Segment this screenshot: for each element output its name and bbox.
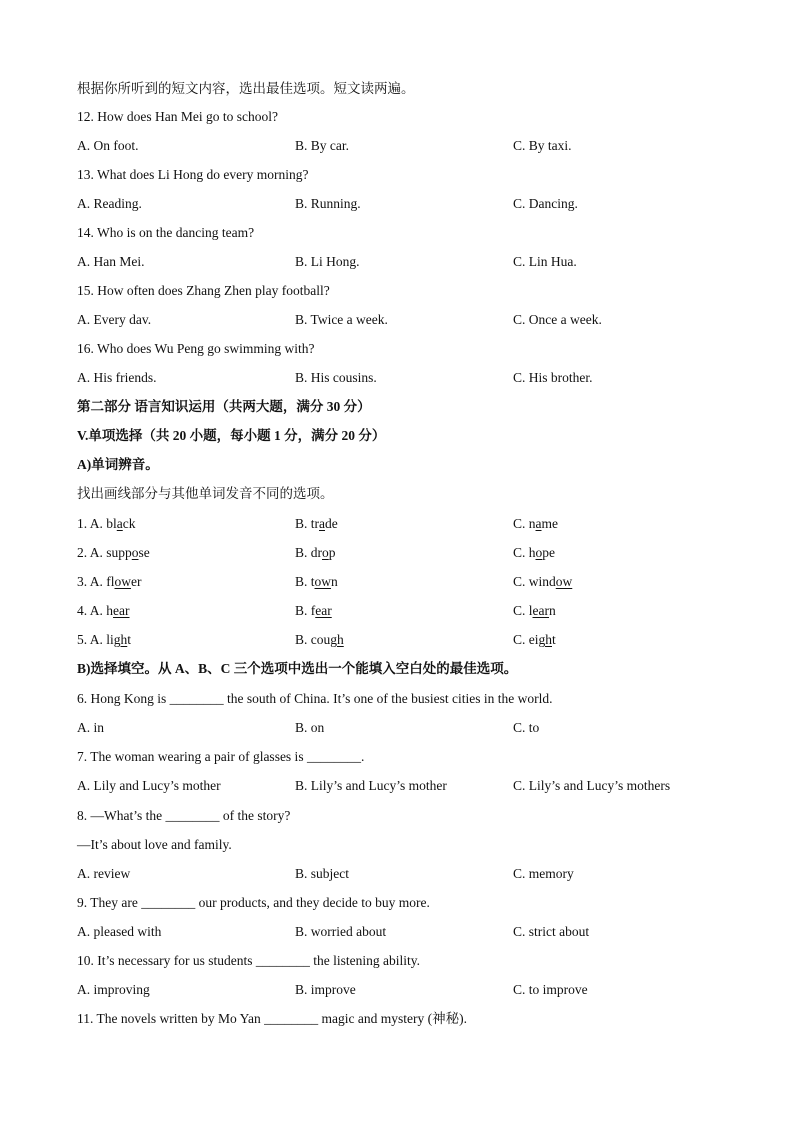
options-row-16: [77, 367, 757, 389]
options-row-6: [77, 717, 757, 739]
option-a: 5. A. light: [77, 632, 132, 647]
option-b: B. trade: [295, 516, 338, 531]
question-8-reply: —It’s about love and family.: [77, 837, 232, 852]
option-c: C. Once a week.: [513, 312, 602, 327]
option-c: C. strict about: [513, 924, 590, 939]
option-b: B. worried about: [295, 924, 387, 939]
option-c: C. Lin Hua.: [513, 254, 577, 269]
option-c: C. Dancing.: [513, 196, 578, 211]
option-a: A. Reading.: [77, 196, 142, 211]
option-b: B. cough: [295, 632, 344, 647]
option-b: B. Lily’s and Lucy’s mother: [295, 778, 447, 793]
options-row-7: [77, 775, 757, 797]
option-c: C. eight: [513, 632, 556, 647]
question-9: 9. They are ________ our products, and they decide to buy more.: [77, 895, 430, 910]
option-b: B. By car.: [295, 138, 349, 153]
question-15: 15. How often does Zhang Zhen play football?: [77, 283, 330, 298]
option-c: C. By taxi.: [513, 138, 572, 153]
option-a: A. Han Mei.: [77, 254, 145, 269]
option-c: C. His brother.: [513, 370, 593, 385]
options-row-8: [77, 863, 757, 885]
option-c: C. Lily’s and Lucy’s mothers: [513, 778, 671, 793]
option-b: B. town: [295, 574, 338, 589]
phonics-row-3: [77, 571, 757, 593]
option-a: A. improving: [77, 982, 150, 997]
option-a: A. review: [77, 866, 131, 881]
options-row-13: [77, 193, 757, 215]
option-c: C. to improve: [513, 982, 588, 997]
listening-instruction: 根据你所听到的短文内容，选出最佳选项。短文读两遍。: [77, 81, 415, 96]
option-b: B. drop: [295, 545, 336, 560]
options-row-15: [77, 309, 757, 331]
option-a: A. On foot.: [77, 138, 139, 153]
phonics-row-2: [77, 542, 757, 564]
option-a: 4. A. hear: [77, 603, 130, 618]
option-c: C. learn: [513, 603, 556, 618]
option-a: A. Lily and Lucy’s mother: [77, 778, 221, 793]
options-row-12: [77, 135, 757, 157]
question-8: 8. —What’s the ________ of the story?: [77, 808, 291, 823]
option-b: B. His cousins.: [295, 370, 377, 385]
option-b: B. Twice a week.: [295, 312, 388, 327]
option-c: C. hope: [513, 545, 556, 560]
question-14: 14. Who is on the dancing team?: [77, 225, 255, 240]
phonics-row-4: [77, 600, 757, 622]
option-a: 3. A. flower: [77, 574, 142, 589]
options-row-9: [77, 921, 757, 943]
phonics-row-5: [77, 629, 757, 651]
question-10: 10. It’s necessary for us students ________ the listening ability.: [77, 953, 420, 968]
option-c: C. memory: [513, 866, 574, 881]
options-row-14: [77, 251, 757, 273]
option-b: B. Running.: [295, 196, 361, 211]
subsection-a-heading: A)单词辨音。: [77, 457, 159, 472]
option-b: B. fear: [295, 603, 332, 618]
question-7: 7. The woman wearing a pair of glasses is ________.: [77, 749, 365, 764]
option-c: C. window: [513, 574, 573, 589]
question-6: 6. Hong Kong is ________ the south of China. It’s one of the busiest cities in the world.: [77, 691, 553, 706]
option-c: C. name: [513, 516, 559, 531]
option-a: A. His friends.: [77, 370, 157, 385]
part-two-heading: 第二部分 语言知识运用（共两大题，满分 30 分）: [77, 399, 371, 414]
option-b: B. improve: [295, 982, 356, 997]
option-a: A. pleased with: [77, 924, 162, 939]
question-12: 12. How does Han Mei go to school?: [77, 109, 278, 124]
option-a: A. Every dav.: [77, 312, 152, 327]
question-16: 16. Who does Wu Peng go swimming with?: [77, 341, 315, 356]
option-b: B. on: [295, 720, 325, 735]
option-c: C. to: [513, 720, 540, 735]
section-five-heading: V.单项选择（共 20 小题，每小题 1 分，满分 20 分）: [77, 428, 386, 443]
option-a: 2. A. suppose: [77, 545, 150, 560]
question-11: 11. The novels written by Mo Yan ________ magic and mystery (神秘).: [77, 1011, 467, 1026]
options-row-10: [77, 979, 757, 1001]
subsection-b-heading: B)选择填空。从 A、B、C 三个选项中选出一个能填入空白处的最佳选项。: [77, 661, 518, 676]
option-a: A. in: [77, 720, 104, 735]
question-13: 13. What does Li Hong do every morning?: [77, 167, 309, 182]
phonics-row-1: [77, 513, 757, 535]
option-a: 1. A. black: [77, 516, 136, 531]
subsection-a-instruction: 找出画线部分与其他单词发音不同的选项。: [77, 486, 334, 501]
option-b: B. subject: [295, 866, 349, 881]
option-b: B. Li Hong.: [295, 254, 360, 269]
